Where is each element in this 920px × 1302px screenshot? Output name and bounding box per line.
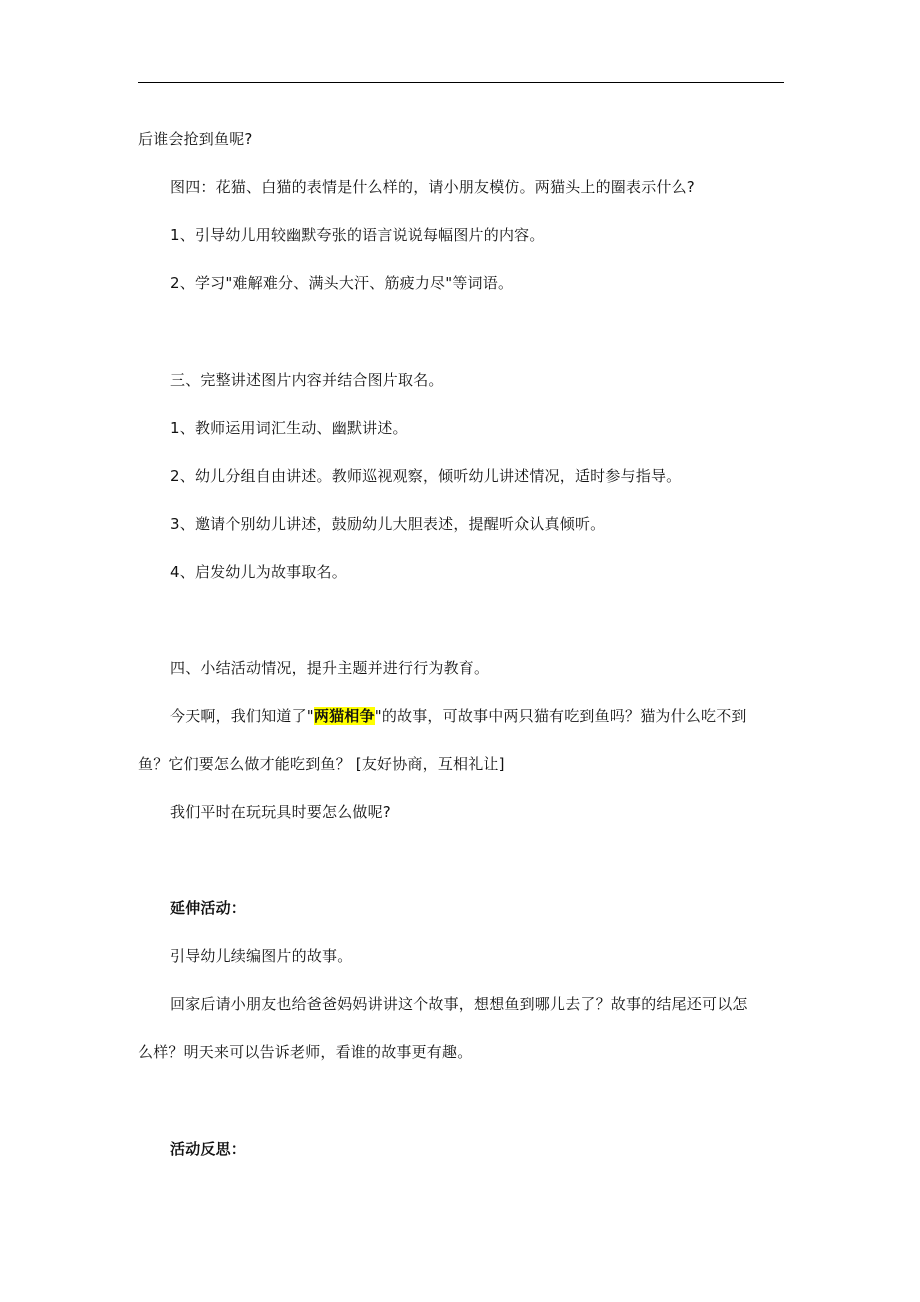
summary-text-after: "的故事，可故事中两只猫有吃到鱼吗？猫为什么吃不到 <box>374 707 747 725</box>
paragraph-picture-four: 图四：花猫、白猫的表情是什么样的，请小朋友模仿。两猫头上的圈表示什么? <box>170 178 695 196</box>
list-item-3: 3、邀请个别幼儿讲述，鼓励幼儿大胆表述，提醒听众认真倾听。 <box>170 515 606 533</box>
paragraph-continuation: 后谁会抢到鱼呢? <box>138 130 253 148</box>
list-item-2: 2、学习"难解难分、满头大汗、筋疲力尽"等词语。 <box>170 274 514 292</box>
section-heading-four: 四、小结活动情况，提升主题并进行行为教育。 <box>170 659 490 677</box>
paragraph-homework-line-2: 么样？明天来可以告诉老师，看谁的故事更有趣。 <box>138 1043 473 1061</box>
paragraph-extension-task: 引导幼儿续编图片的故事。 <box>170 947 353 965</box>
paragraph-summary-line-1 <box>170 705 747 727</box>
list-item-1: 1、引导幼儿用较幽默夸张的语言说说每幅图片的内容。 <box>170 226 545 244</box>
paragraph-question: 我们平时在玩玩具时要怎么做呢? <box>170 803 391 821</box>
heading-activity-reflection: 活动反思： <box>170 1140 247 1158</box>
paragraph-summary-line-2: 鱼？它们要怎么做才能吃到鱼？ [友好协商，互相礼让] <box>138 755 505 773</box>
header-rule <box>138 82 784 83</box>
section-heading-three: 三、完整讲述图片内容并结合图片取名。 <box>170 371 444 389</box>
paragraph-homework-line-1: 回家后请小朋友也给爸爸妈妈讲讲这个故事，想想鱼到哪儿去了？故事的结尾还可以怎 <box>170 995 748 1013</box>
story-title-highlight: 两猫相争 <box>313 707 375 725</box>
heading-extension-activity: 延伸活动： <box>170 899 247 917</box>
list-item-2: 2、幼儿分组自由讲述。教师巡视观察，倾听幼儿讲述情况，适时参与指导。 <box>170 467 682 485</box>
list-item-1: 1、教师运用词汇生动、幽默讲述。 <box>170 419 408 437</box>
list-item-4: 4、启发幼儿为故事取名。 <box>170 563 347 581</box>
summary-text-before: 今天啊，我们知道了" <box>170 707 314 725</box>
